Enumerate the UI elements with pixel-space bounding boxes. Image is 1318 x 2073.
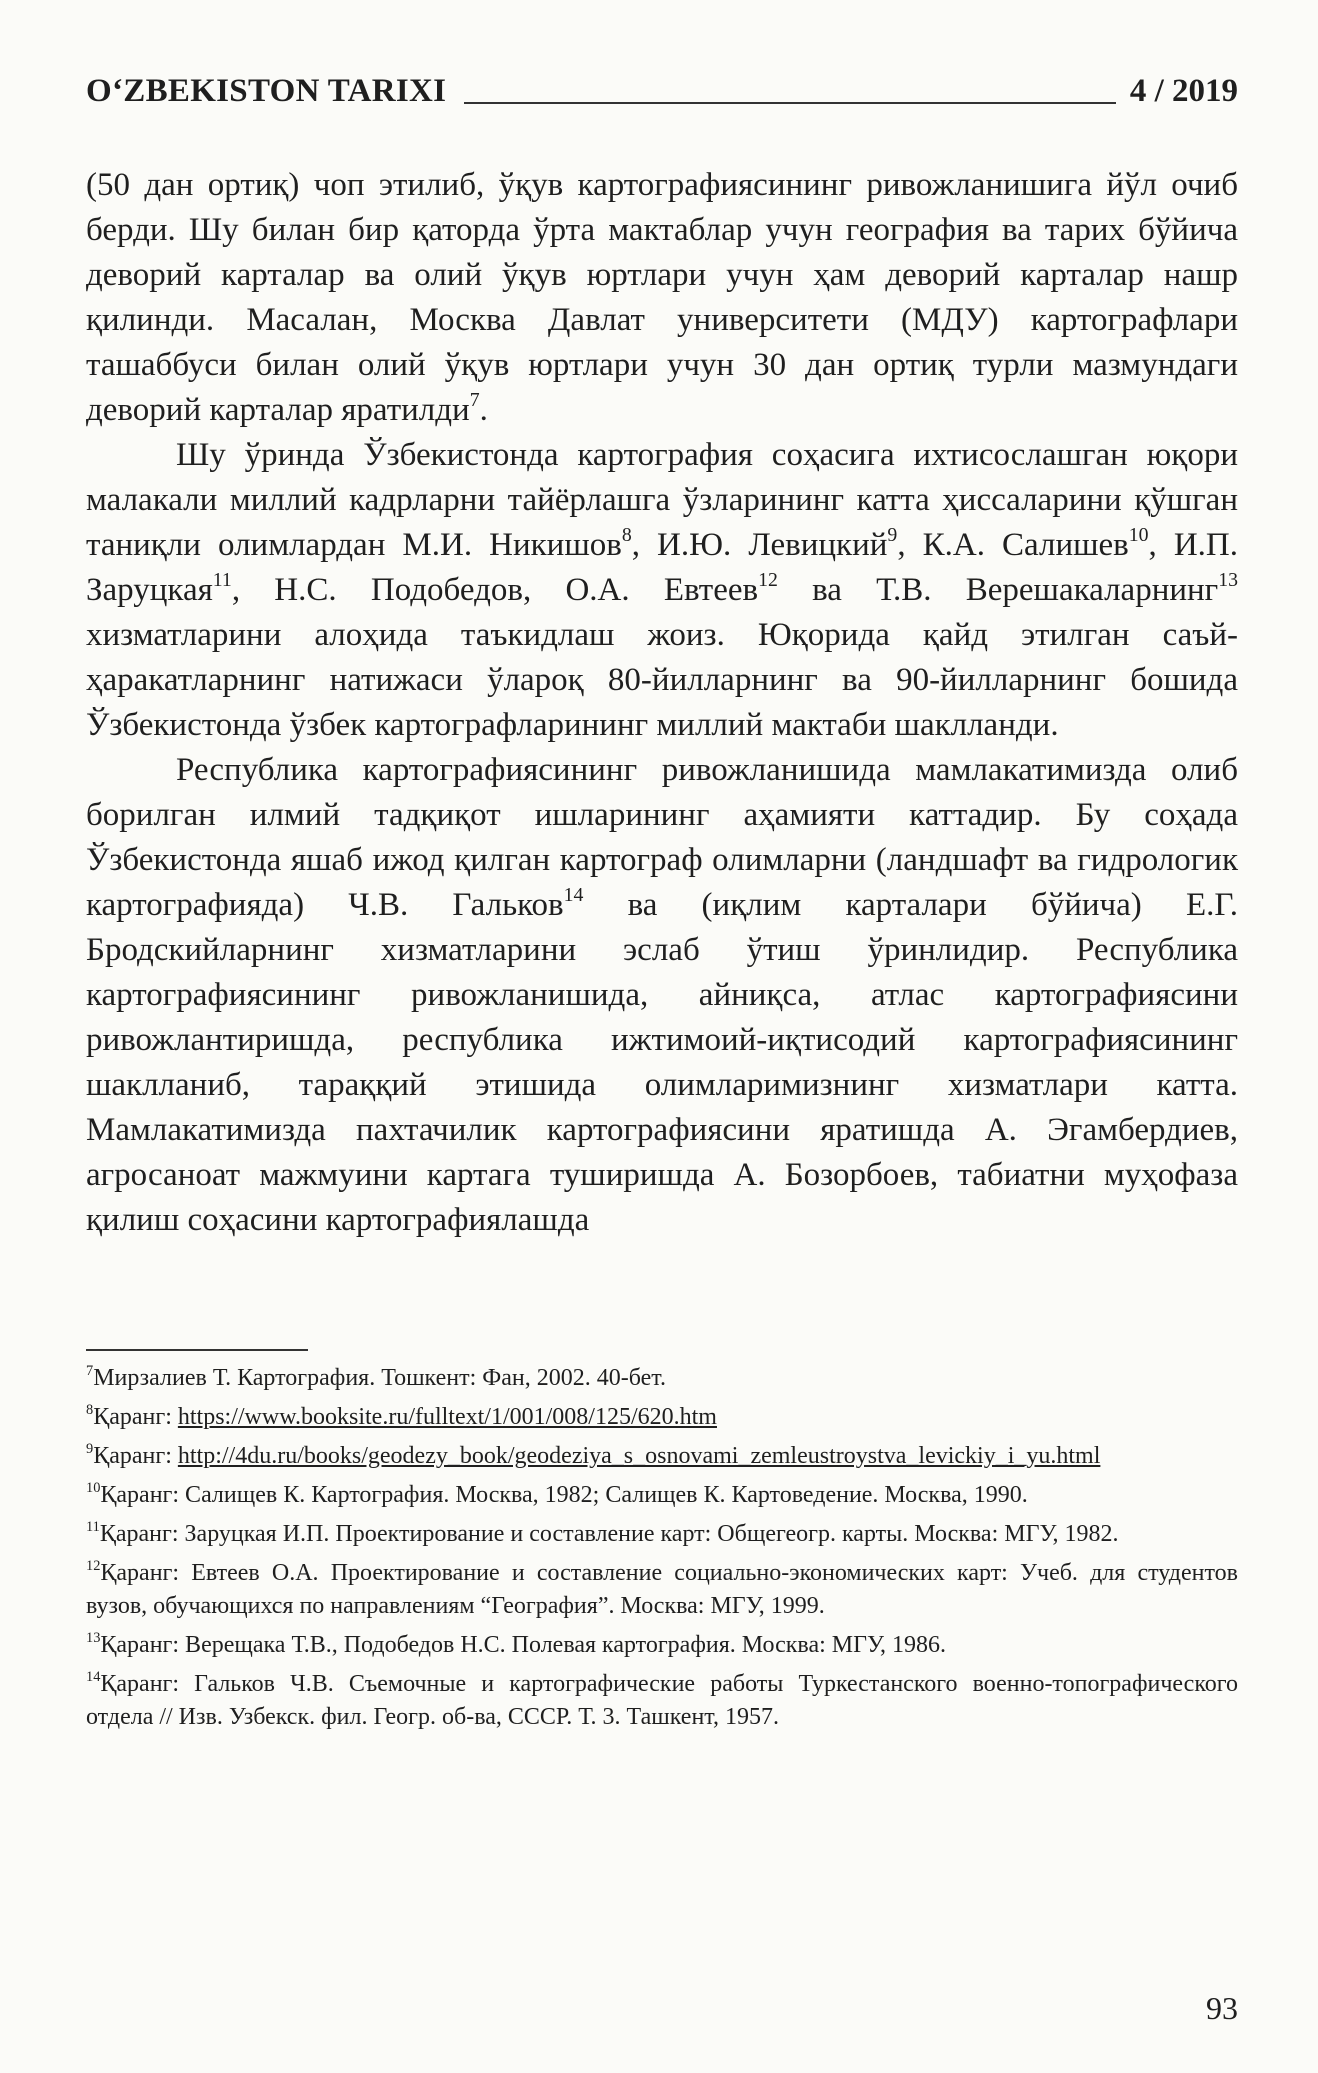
header-rule	[464, 102, 1116, 104]
footnotes	[86, 1362, 1238, 1740]
journal-title: O‘ZBEKISTON TARIXI	[86, 73, 447, 109]
footnote-text: Қаранг: Гальков Ч.В. Съемочные и картографические работы Туркестанского военно-топографического отдела // Изв. Узбекск. фил. Геогр. об-ва, СССР. Т. 3. Ташкент, 1957.	[86, 1671, 1238, 1730]
paragraph-1	[86, 163, 1238, 433]
footnote-ref-13[interactable]: 13	[1218, 569, 1238, 592]
footnote-ref-12[interactable]: 12	[758, 569, 778, 592]
footnote-ref-14[interactable]: 14	[563, 884, 584, 907]
footnote-8	[86, 1401, 1238, 1434]
running-header	[86, 66, 1238, 110]
footnote-ref-7[interactable]: 7	[469, 389, 480, 412]
paragraph-2-text: хизматларини алоҳида таъкидлаш жоиз. Юқорида қайд этилган саъй-ҳаракатларнинг натижаси ўлароқ 80-йилларнинг ва 90-йилларнинг бошида Ўзбекистонда ўзбек картографларининг миллий мактаби шаклланди.	[86, 617, 1238, 743]
paragraph-2-text: , И.Ю. Левицкий	[631, 527, 888, 563]
footnote-separator	[86, 1349, 308, 1351]
footnote-link[interactable]: http://4du.ru/books/geodezy_book/geodeziya_s_osnovami_zemleustroystva_levickiy_i_yu.html	[177, 1443, 1101, 1469]
footnote-text: Қаранг: Салищев К. Картография. Москва, 1982; Салищев К. Картоведение. Москва, 1990.	[100, 1482, 1028, 1508]
footnote-12	[86, 1557, 1238, 1623]
paragraph-2	[86, 433, 1238, 748]
paragraph-2-text: , И.П. Заруцкая	[86, 527, 1239, 608]
paragraph-1-text: (50 дан ортиқ) чоп этилиб, ўқув картографиясининг ривожланишига йўл очиб берди. Шу билан бир қаторда ўрта мактаблар учун география ва тарих бўйича деворий карталар ва олий ўқув юртлари учун ҳам деворий карталар нашр қилинди. Масалан, Москва Давлат университети (МДУ) картографлари ташаббуси билан олий ўқув юртлари учун 30 дан ортиқ турли мазмундаги деворий карталар яратилди	[86, 167, 1238, 428]
paragraph-3-text: ва (иқлим карталари бўйича) Е.Г. Бродскийларнинг хизматларини эслаб ўтиш ўринлидир. Республика картографиясининг ривожланишида, айниқса, атлас картографиясини ривожлантиришда, республика ижтимоий-иқтисодий картографиясининг шаклланиб, тараққий этишида олимларимизнинг хизматлари катта. Мамлакатимизда пахтачилик картографиясини яратишда А. Эгамбердиев, агросаноат мажмуини картага туширишда А. Бозорбоев, табиатни муҳофаза қилиш соҳасини картографиялашда	[86, 887, 1238, 1238]
footnote-ref-9[interactable]: 9	[887, 524, 898, 547]
paragraph-2-text: , К.А. Салишев	[897, 527, 1129, 563]
footnote-9	[86, 1440, 1238, 1473]
footnote-text: Қаранг: Евтеев О.А. Проектирование и составление социально-экономических карт: Учеб. для студентов вузов, обучающихся по направлениям “География”. Москва: МГУ, 1999.	[86, 1560, 1238, 1619]
footnote-7	[86, 1362, 1238, 1395]
page-number: 93	[1206, 1990, 1238, 2026]
footnote-ref-11[interactable]: 11	[212, 569, 232, 592]
footnote-number: 11	[86, 1518, 100, 1535]
footnote-text: Қаранг: Заруцкая И.П. Проектирование и составление карт: Общегеогр. карты. Москва: МГУ, 1982.	[99, 1521, 1119, 1547]
footnote-text: Мирзалиев Т. Картография. Тошкент: Фан, 2002. 40-бет.	[93, 1365, 666, 1391]
footnote-number: 9	[86, 1440, 94, 1457]
footnote-number: 14	[86, 1668, 101, 1685]
paragraph-2-text: ва Т.В. Верешакаларнинг	[777, 572, 1219, 608]
footnote-number: 8	[86, 1401, 94, 1418]
footnote-13	[86, 1629, 1238, 1662]
footnote-number: 13	[86, 1629, 101, 1646]
main-text	[86, 163, 1238, 1243]
paragraph-2-text: Шу ўринда Ўзбекистонда картография соҳасига ихтисослашган юқори малакали миллий кадрларни тайёрлашга ўзларининг катта ҳиссаларини қўшган таниқли олимлардан М.И. Никишов	[86, 437, 1238, 563]
footnote-prefix: Қаранг:	[93, 1404, 178, 1430]
paragraph-3	[86, 748, 1238, 1243]
footnote-14	[86, 1668, 1238, 1734]
footnote-link[interactable]: https://www.booksite.ru/fulltext/1/001/008/125/620.htm	[177, 1404, 717, 1430]
footnote-number: 12	[86, 1557, 101, 1574]
footnote-prefix: Қаранг:	[93, 1443, 178, 1469]
footnote-ref-10[interactable]: 10	[1128, 524, 1149, 547]
paragraph-2-text: , Н.С. Подобедов, О.А. Евтеев	[231, 572, 759, 608]
footnote-number: 7	[86, 1362, 94, 1379]
footnote-ref-8[interactable]: 8	[621, 524, 632, 547]
paragraph-3-text: Республика картографиясининг ривожланишида мамлакатимизда олиб борилган илмий тадқиқот ишларининг аҳамияти каттадир. Бу соҳада Ўзбекистонда яшаб ижод қилган картограф олимларни (ландшафт ва гидрологик картографияда) Ч.В. Гальков	[86, 752, 1238, 923]
footnote-number: 10	[86, 1479, 101, 1496]
footnote-10	[86, 1479, 1238, 1512]
issue-number: 4 / 2019	[1129, 73, 1238, 109]
paragraph-1-end: .	[479, 392, 488, 428]
footnote-11	[86, 1518, 1238, 1551]
footnote-text: Қаранг: Верещака Т.В., Подобедов Н.С. Полевая картография. Москва: МГУ, 1986.	[100, 1632, 947, 1658]
